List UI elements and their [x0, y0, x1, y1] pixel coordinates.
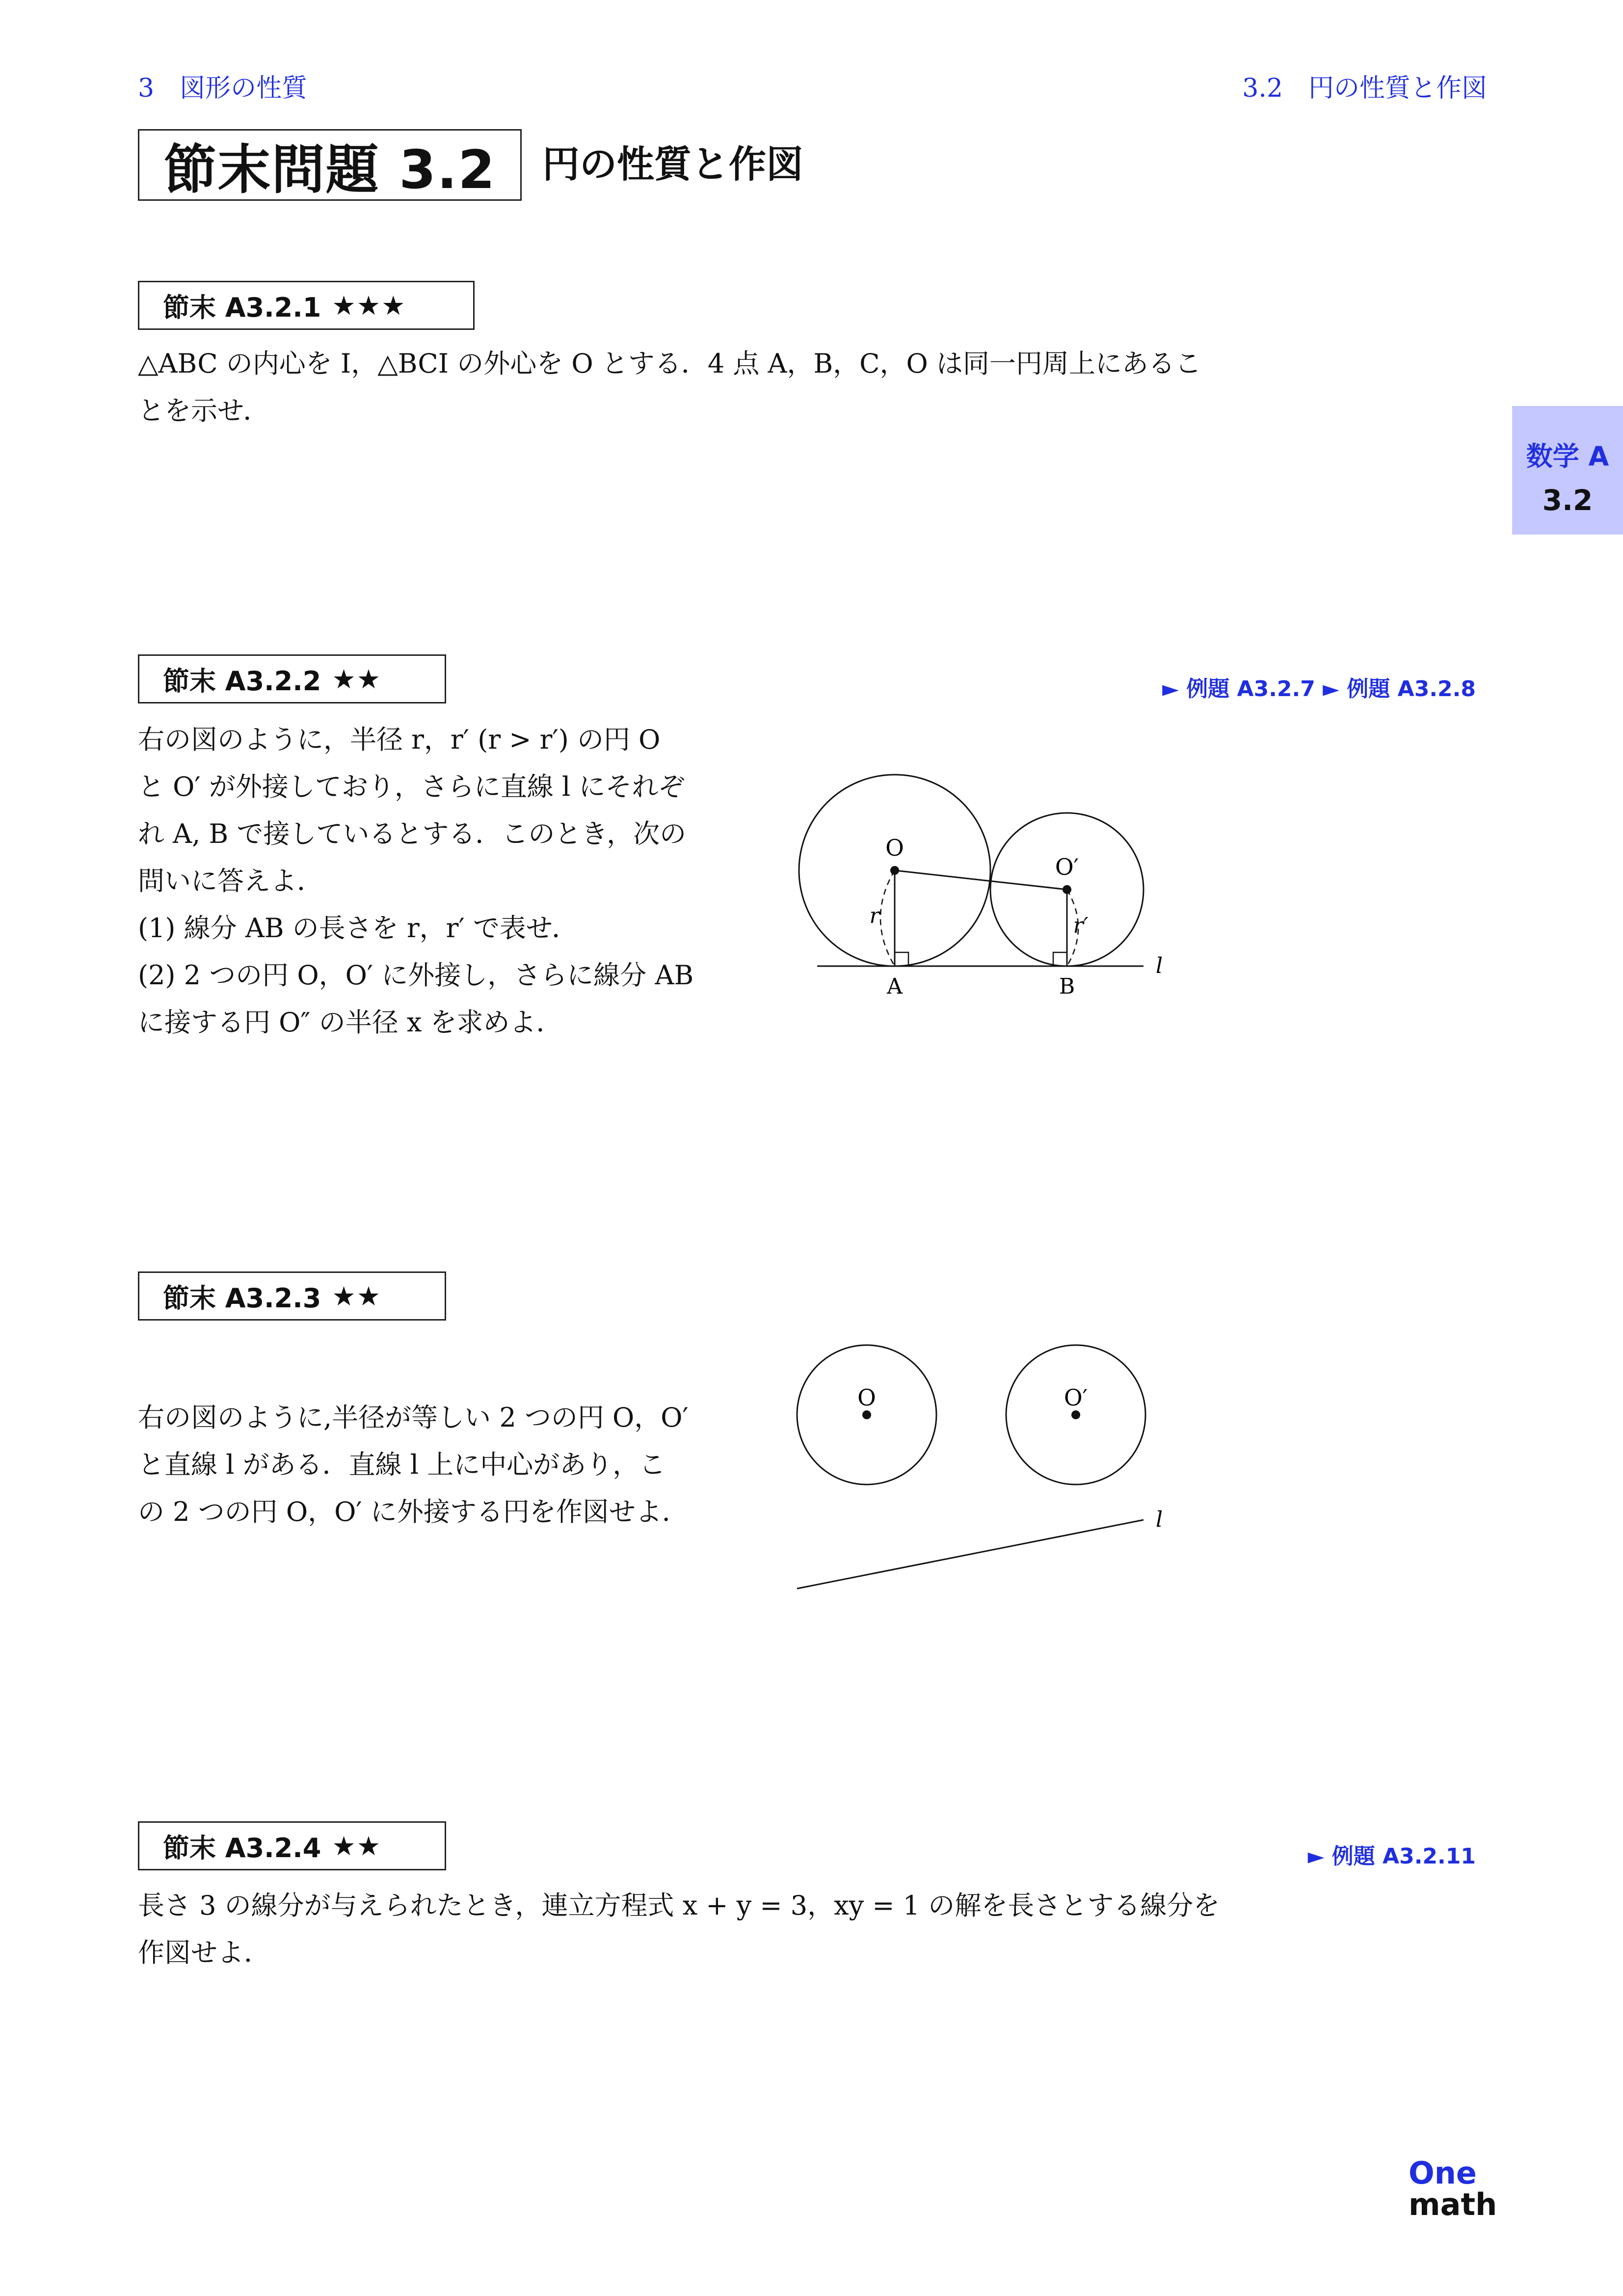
logo-one: One: [1409, 2155, 1477, 2191]
center-segment: [895, 870, 1067, 890]
right-angle-a: [895, 952, 908, 966]
label-r: r: [869, 903, 880, 928]
side-tab-subject: 数学 A: [1526, 441, 1609, 472]
problem-2-text: [138, 716, 693, 1046]
page-title-box: 節末問題 3.2: [138, 129, 522, 201]
problem-2-stars: ★★: [332, 663, 382, 695]
one-math-logo: [1409, 2155, 1497, 2222]
center-o-dot: [890, 866, 899, 875]
line-l: [797, 1520, 1144, 1589]
problem-2-label: [138, 654, 446, 703]
label-l: l: [1155, 953, 1163, 978]
problem-1-line: とを示せ．: [138, 395, 270, 426]
label-l: l: [1155, 1507, 1163, 1532]
problem-3-line: 右の図のように,半径が等しい 2 つの円 O，O′: [138, 1402, 689, 1433]
problem-3-stars: ★★: [332, 1280, 382, 1312]
label-o: O: [885, 835, 904, 861]
label-r-prime: r′: [1073, 913, 1089, 938]
problem-4-stars: ★★: [332, 1830, 382, 1862]
problem-4-label: [138, 1821, 446, 1870]
problem-2-line: に接する円 O″ の半径 x を求めよ．: [138, 1007, 563, 1038]
problem-3-line: と直線 l がある．直線 l 上に中心があり，こ: [138, 1449, 666, 1480]
problem-2-line: と O′ が外接しており，さらに直線 l にそれぞ: [138, 771, 685, 802]
problem-3-label: [138, 1271, 446, 1321]
problem-1-stars: ★★★: [332, 290, 406, 321]
problem-1-line: △ABC の内心を I，△BCI の外心を O とする．4 点 A，B，C，O は同一円周上にあるこ: [138, 348, 1201, 379]
problem-4-example-links[interactable]: ► 例題 A3.2.11: [1307, 1844, 1476, 1869]
right-angle-b: [1053, 952, 1067, 966]
problem-2-line: (2) 2 つの円 O，O′ に外接し，さらに線分 AB: [138, 960, 694, 991]
page-title-subtitle: 円の性質と作図: [542, 142, 803, 186]
problem-2-line: (1) 線分 AB の長さを r，r′ で表せ．: [138, 913, 579, 944]
problem-4-line: 長さ 3 の線分が与えられたとき，連立方程式 x + y = 3，xy = 1 の解を長さとする線分を: [138, 1890, 1220, 1921]
problem-4-text: [138, 1882, 1220, 1976]
problem-4-title: 節末 A3.2.4: [163, 1832, 321, 1864]
problem-2-line: 問いに答えよ．: [138, 865, 323, 896]
problem-2-line: れ A, B で接しているとする．このとき，次の: [138, 818, 687, 849]
label-b: B: [1059, 974, 1075, 999]
problem-3-figure: [766, 1325, 1188, 1600]
problem-2-title: 節末 A3.2.2: [163, 665, 321, 697]
problem-4-line: 作図せよ．: [138, 1937, 270, 1968]
label-o: O: [857, 1384, 876, 1411]
problem-1-title: 節末 A3.2.1: [163, 292, 321, 323]
label-o-prime: O′: [1064, 1384, 1088, 1411]
center-o-dot: [862, 1410, 871, 1419]
header-chapter: 3 図形の性質: [138, 74, 308, 103]
side-tab-section: 3.2: [1542, 484, 1593, 517]
header-section: 3.2 円の性質と作図: [1242, 74, 1487, 103]
problem-1-label: [138, 281, 475, 330]
center-o-prime-dot: [1071, 1410, 1080, 1419]
problem-2-line: 右の図のように，半径 r，r′ (r > r′) の円 O: [138, 724, 661, 755]
problem-1-text: [138, 340, 1201, 434]
side-tab[interactable]: [1512, 406, 1623, 535]
label-o-prime: O′: [1055, 854, 1079, 880]
problem-3-text: [138, 1394, 689, 1536]
radius-r-dash: [880, 870, 895, 966]
problem-3-title: 節末 A3.2.3: [163, 1282, 321, 1314]
problem-2-example-links[interactable]: ► 例題 A3.2.7 ► 例題 A3.2.8: [1162, 676, 1476, 702]
problem-3-line: の 2 つの円 O，O′ に外接する円を作図せよ．: [138, 1496, 689, 1527]
center-o-prime-dot: [1063, 885, 1071, 894]
label-a: A: [887, 974, 903, 999]
problem-2-figure: [766, 756, 1188, 1011]
logo-math: math: [1409, 2187, 1497, 2222]
